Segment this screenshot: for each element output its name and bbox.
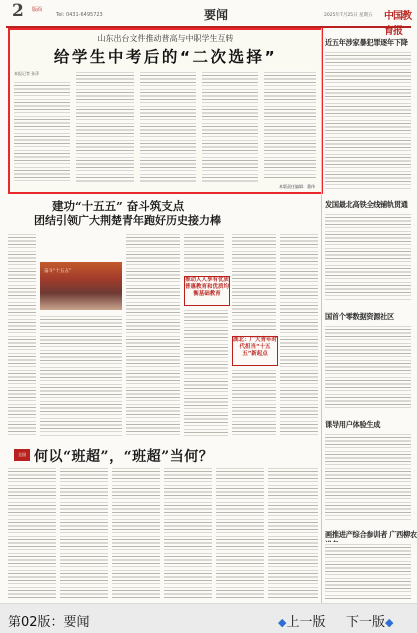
current-page-label: 第02版：要闻 [8, 615, 90, 630]
side-headline[interactable]: 课导用户体验生成 [325, 420, 381, 429]
article-text-col-2 [76, 70, 134, 184]
middle-text [232, 232, 276, 332]
middle-text [126, 232, 180, 436]
page-footer-bar [0, 603, 417, 633]
article-text-col-3 [140, 70, 196, 184]
side-headline[interactable]: 近五年涉家暴犯罪逐年下降 [325, 38, 408, 47]
side-headline[interactable]: 发国最北高铁全线铺轨贯通 [325, 200, 408, 209]
side-text [325, 324, 411, 410]
bottom-text [268, 466, 318, 600]
page-number: 2 [12, 1, 24, 21]
section-title: 要闻 [204, 8, 229, 22]
middle-text [184, 308, 228, 436]
highlighted-article[interactable] [8, 28, 323, 194]
next-page-button[interactable] [346, 611, 393, 630]
article-byline: 本报记者 孙萍 [14, 71, 40, 76]
side-headline[interactable]: 国首个零数据资源社区 [325, 312, 394, 321]
bottom-text [164, 466, 212, 600]
prev-page-button[interactable] [278, 611, 325, 630]
article-title: 给学生中考后的“二次选择” [53, 48, 278, 66]
side-text [325, 432, 411, 522]
section-badge: 全国 [14, 449, 30, 461]
arrow-right-icon: ◆ [385, 616, 394, 629]
masthead [6, 1, 411, 37]
bottom-text [216, 466, 264, 600]
bottom-text [60, 466, 108, 600]
column-rule [321, 28, 322, 603]
middle-text [184, 232, 224, 272]
telephone: Tel: 0431-6495723 [56, 12, 103, 18]
side-text [325, 542, 411, 600]
bottom-headline[interactable]: 何以“班超”，“班超”当何？ [34, 449, 214, 465]
middle-headline-1[interactable]: 建功“十五五” 奋斗筑支点 [52, 199, 185, 213]
arrow-left-icon: ◆ [278, 616, 287, 629]
paper-logo: 中国教育报 [384, 11, 411, 37]
prev-page-label: 上一版 [286, 615, 326, 630]
side-text [325, 212, 411, 302]
boxed-subtitle: 湖北：广大青年时代担当“十五五”新起点 [232, 336, 278, 366]
article-text-col-1 [14, 80, 70, 184]
boxed-subtitle: 推动人人享有优质普惠教育和优质均衡基础教育 [184, 276, 230, 306]
bottom-text [112, 466, 160, 600]
next-page-label: 下一版 [346, 615, 386, 630]
article-footer: 本版责任编辑：董伟 [279, 184, 315, 189]
middle-text [280, 232, 318, 436]
article-text-col-4 [202, 70, 258, 184]
middle-headline-2[interactable]: 团结引领广大荆楚青年跑好历史接力棒 [34, 214, 221, 227]
side-text [325, 50, 411, 190]
side-headline[interactable]: 画推进产综合参训者 广西柳农 [325, 530, 417, 539]
middle-text [40, 314, 122, 436]
article-kicker: 山东出台文件推动普高与中职学生互转 [97, 34, 234, 43]
page-tag: 版面 [32, 7, 43, 13]
bottom-text [8, 466, 56, 600]
middle-text [232, 368, 276, 436]
photo-caption: 奋斗“十五五” [44, 269, 72, 274]
issue-date: 2025年7月25日 星期五 [324, 13, 373, 18]
article-text-col-5 [264, 70, 316, 178]
middle-text [8, 232, 36, 436]
